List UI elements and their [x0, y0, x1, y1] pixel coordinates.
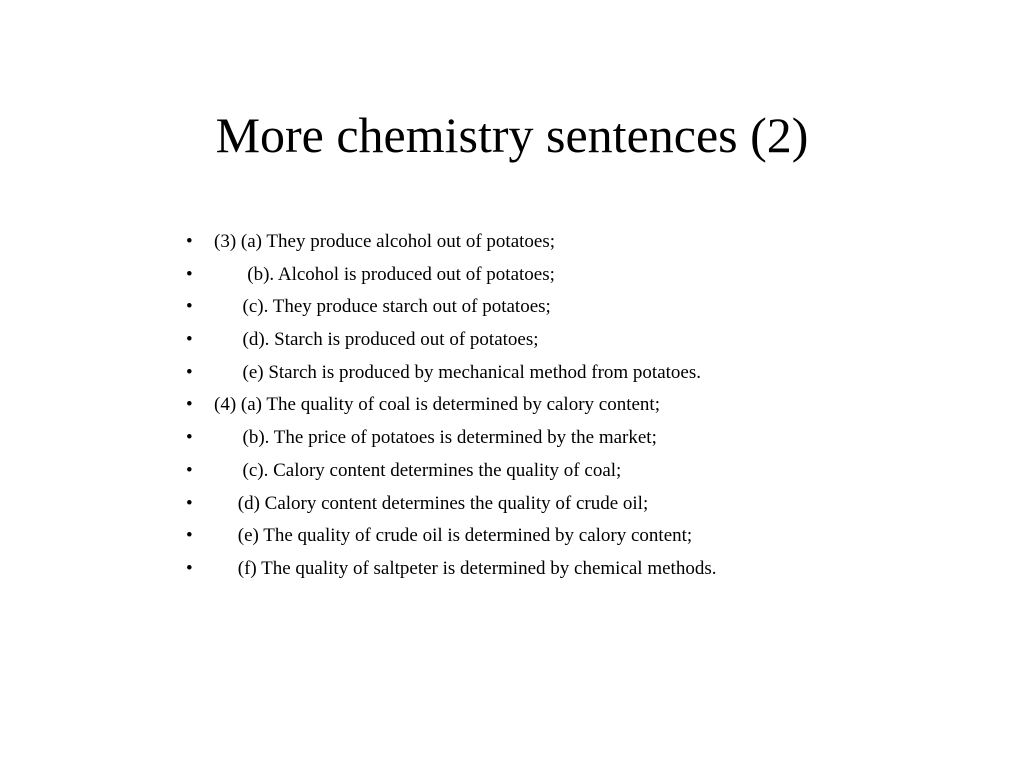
- bullet-item: [186, 293, 946, 326]
- bullet-icon: •: [186, 394, 193, 416]
- bullet-item: [186, 555, 946, 588]
- bullet-text: (d). Starch is produced out of potatoes;: [214, 329, 539, 351]
- bullet-icon: •: [186, 361, 193, 383]
- bullet-item: [186, 490, 946, 523]
- bullet-item: [186, 391, 946, 424]
- bullet-item: [186, 424, 946, 457]
- bullet-item: [186, 228, 946, 261]
- bullet-text: (b). The price of potatoes is determined by the market;: [214, 427, 657, 449]
- bullet-icon: •: [186, 459, 193, 481]
- bullet-icon: •: [186, 329, 193, 351]
- bullet-icon: •: [186, 263, 193, 285]
- bullet-list: [186, 228, 946, 588]
- bullet-text: (e) The quality of crude oil is determined by calory content;: [214, 525, 693, 547]
- bullet-text: (3) (a) They produce alcohol out of potatoes;: [214, 231, 556, 252]
- bullet-item: [186, 457, 946, 490]
- bullet-icon: •: [186, 492, 193, 514]
- slide-title: More chemistry sentences (2): [215, 107, 809, 163]
- bullet-text: (d) Calory content determines the quality of crude oil;: [214, 492, 649, 514]
- bullet-icon: •: [186, 557, 193, 579]
- bullet-text: (c). They produce starch out of potatoes;: [214, 296, 551, 318]
- bullet-text: (4) (a) The quality of coal is determined by calory content;: [214, 394, 660, 416]
- bullet-item: [186, 261, 946, 294]
- bullet-text: (b). Alcohol is produced out of potatoes;: [214, 263, 555, 285]
- bullet-text: (f) The quality of saltpeter is determined by chemical methods.: [214, 557, 717, 579]
- bullet-item: [186, 522, 946, 555]
- bullet-icon: •: [186, 427, 193, 449]
- bullet-text: (e) Starch is produced by mechanical method from potatoes.: [214, 361, 701, 383]
- bullet-text: (c). Calory content determines the quality of coal;: [214, 459, 622, 481]
- bullet-icon: •: [186, 231, 193, 252]
- bullet-icon: •: [186, 296, 193, 318]
- bullet-icon: •: [186, 525, 193, 547]
- bullet-item: [186, 359, 946, 392]
- bullet-item: [186, 326, 946, 359]
